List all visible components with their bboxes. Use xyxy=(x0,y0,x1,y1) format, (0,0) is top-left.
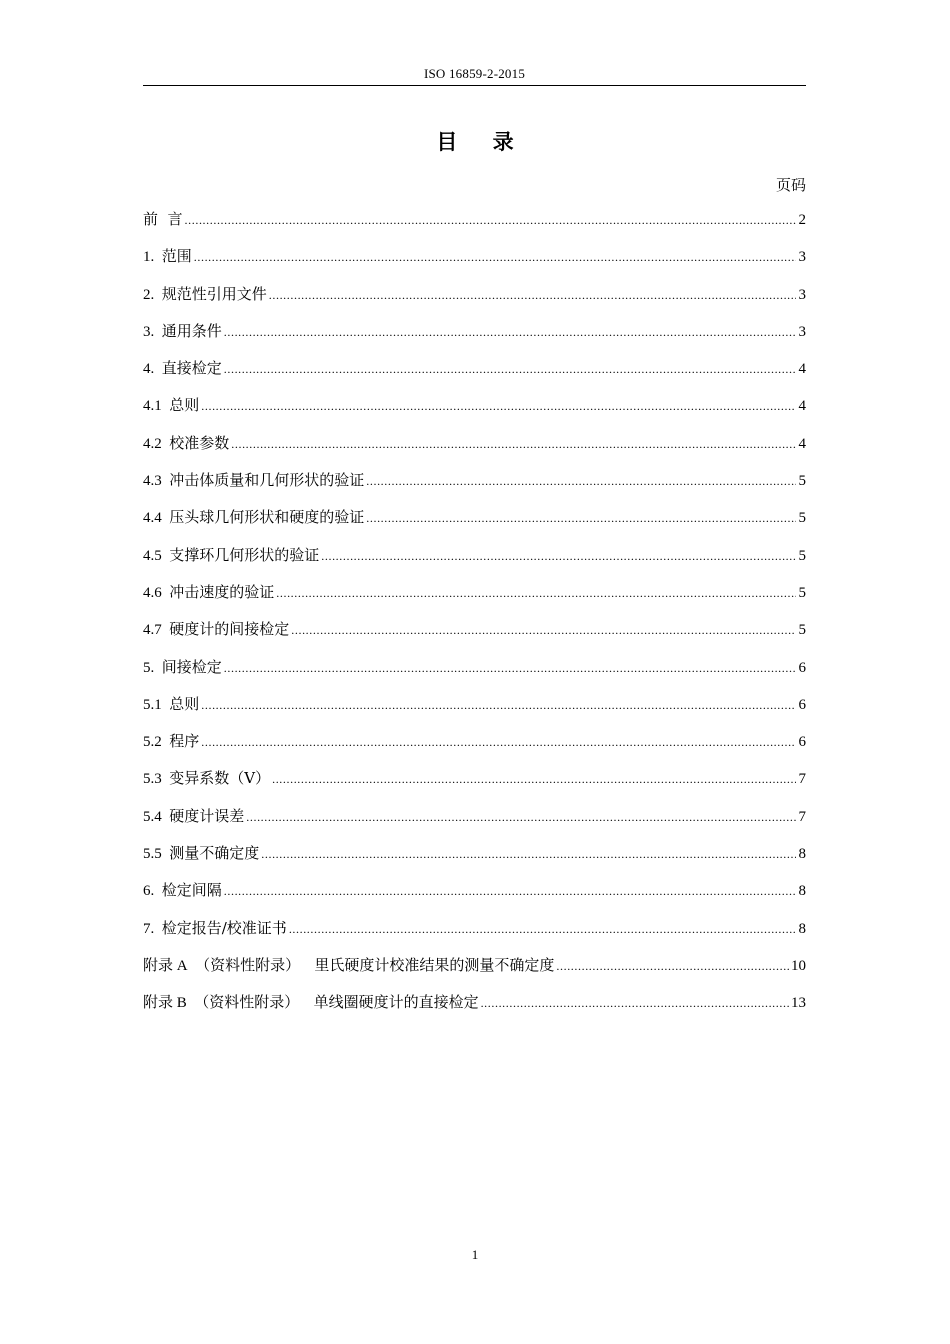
toc-leader-dots xyxy=(185,206,796,234)
toc-leader-dots xyxy=(481,989,789,1017)
toc-entry[interactable] xyxy=(143,802,806,839)
toc-entry-page: 3 xyxy=(798,249,806,266)
toc-entry-page: 6 xyxy=(798,659,806,676)
table-of-contents xyxy=(143,205,806,1026)
toc-entry-number: 附录 A xyxy=(143,957,188,974)
toc-entry[interactable] xyxy=(143,391,806,428)
page-column-label: 页码 xyxy=(775,176,806,194)
toc-entry[interactable] xyxy=(143,466,806,503)
toc-leader-dots xyxy=(289,915,796,943)
toc-entry[interactable] xyxy=(143,354,806,391)
toc-entry-title: 测量不确定度 xyxy=(169,844,260,863)
toc-entry-page: 4 xyxy=(798,361,806,378)
toc-entry-title: 总则 xyxy=(169,396,200,415)
toc-entry-number: 4.7 xyxy=(143,622,162,639)
toc-leader-dots xyxy=(321,542,796,570)
toc-entry[interactable] xyxy=(143,429,806,466)
toc-entry-page: 7 xyxy=(798,771,806,788)
toc-leader-dots xyxy=(269,281,796,309)
toc-entry-number: 附录 B xyxy=(143,995,187,1012)
toc-entry-page: 5 xyxy=(798,510,806,527)
toc-entry[interactable] xyxy=(143,317,806,354)
toc-entry-title: 冲击速度的验证 xyxy=(169,582,275,601)
running-header: ISO 16859-2-2015 xyxy=(423,66,526,81)
toc-entry[interactable] xyxy=(143,764,806,801)
toc-entry-title: 检定报告/校准证书 xyxy=(161,918,287,937)
toc-entry[interactable] xyxy=(143,839,806,876)
toc-entry[interactable] xyxy=(143,205,806,242)
toc-leader-dots xyxy=(556,952,789,980)
toc-leader-dots xyxy=(366,504,796,532)
page-number: 1 xyxy=(471,1247,479,1262)
toc-entry-title: 前 言 xyxy=(143,210,183,228)
toc-entry-page: 5 xyxy=(798,584,806,601)
toc-entry-title: 支撑环几何形状的验证 xyxy=(169,545,320,564)
toc-entry-page: 6 xyxy=(798,734,806,751)
toc-entry-title: 通用条件 xyxy=(161,321,222,340)
toc-entry-page: 3 xyxy=(798,323,806,340)
toc-entry-title: 直接检定 xyxy=(161,359,222,378)
toc-entry-title: 冲击体质量和几何形状的验证 xyxy=(169,471,365,490)
toc-entry-number: 2. xyxy=(143,286,155,303)
toc-leader-dots xyxy=(201,728,796,756)
toc-entry-title: 硬度计误差 xyxy=(169,806,245,825)
toc-entry-number: 4.3 xyxy=(143,473,162,490)
toc-entry-number: 4.4 xyxy=(143,510,162,527)
header-rule xyxy=(143,85,806,86)
toc-entry-page: 6 xyxy=(798,696,806,713)
toc-entry-number: 5.2 xyxy=(143,734,162,751)
toc-entry[interactable] xyxy=(143,914,806,951)
toc-entry-number: 5.5 xyxy=(143,846,162,863)
toc-leader-dots xyxy=(224,318,796,346)
toc-leader-dots xyxy=(194,243,796,271)
toc-entry-page: 5 xyxy=(798,622,806,639)
toc-leader-dots xyxy=(366,467,796,495)
toc-entry-number: 5. xyxy=(143,659,155,676)
toc-entry-page: 4 xyxy=(798,398,806,415)
toc-entry[interactable] xyxy=(143,988,806,1025)
toc-leader-dots xyxy=(201,691,796,719)
toc-entry[interactable] xyxy=(143,280,806,317)
toc-entry-page: 5 xyxy=(798,473,806,490)
toc-entry-number: 4.6 xyxy=(143,584,162,601)
toc-entry-title: 间接检定 xyxy=(161,657,222,676)
toc-entry-title: 压头球几何形状和硬度的验证 xyxy=(169,508,365,527)
toc-entry-number: 5.1 xyxy=(143,696,162,713)
toc-entry-page: 8 xyxy=(798,920,806,937)
toc-leader-dots xyxy=(224,877,796,905)
toc-entry-number: 1. xyxy=(143,249,155,266)
toc-entry-page: 3 xyxy=(798,286,806,303)
toc-entry-title: 检定间隔 xyxy=(161,881,222,900)
toc-entry-number: 4.5 xyxy=(143,547,162,564)
toc-leader-dots xyxy=(291,616,796,644)
toc-entry-number: 4.2 xyxy=(143,435,162,452)
toc-entry-page: 7 xyxy=(798,808,806,825)
toc-entry-title: 总则 xyxy=(169,694,200,713)
toc-entry-number: 7. xyxy=(143,920,155,937)
toc-entry-title: 变异系数（V） xyxy=(169,769,271,788)
toc-leader-dots xyxy=(261,840,796,868)
toc-entry[interactable] xyxy=(143,653,806,690)
toc-entry[interactable] xyxy=(143,541,806,578)
toc-entry-title: 范围 xyxy=(161,247,192,266)
toc-entry[interactable] xyxy=(143,727,806,764)
toc-entry[interactable] xyxy=(143,615,806,652)
toc-entry-number: 6. xyxy=(143,883,155,900)
toc-entry-page: 8 xyxy=(798,883,806,900)
toc-entry[interactable] xyxy=(143,951,806,988)
toc-entry-page: 4 xyxy=(798,435,806,452)
toc-entry[interactable] xyxy=(143,503,806,540)
toc-entry-page: 8 xyxy=(798,846,806,863)
toc-entry-number: 4. xyxy=(143,361,155,378)
toc-entry[interactable] xyxy=(143,242,806,279)
toc-leader-dots xyxy=(246,803,796,831)
toc-entry-number: 5.3 xyxy=(143,771,162,788)
toc-entry-page: 13 xyxy=(791,995,806,1012)
toc-entry-title: 程序 xyxy=(169,732,200,751)
toc-entry-title: 规范性引用文件 xyxy=(161,284,267,303)
toc-entry-title: 校准参数 xyxy=(169,433,230,452)
toc-entry-number: 5.4 xyxy=(143,808,162,825)
toc-leader-dots xyxy=(201,392,796,420)
toc-leader-dots xyxy=(224,355,796,383)
toc-entry[interactable] xyxy=(143,578,806,615)
toc-entry[interactable] xyxy=(143,690,806,727)
toc-leader-dots xyxy=(231,430,796,458)
toc-leader-dots xyxy=(272,765,796,793)
toc-entry-page: 10 xyxy=(791,957,806,974)
toc-entry-number: 4.1 xyxy=(143,398,162,415)
toc-entry-title: （资料性附录） 里氏硬度计校准结果的测量不确定度 xyxy=(195,955,555,974)
toc-entry-title: （资料性附录） 单线圈硬度计的直接检定 xyxy=(194,993,479,1012)
toc-entry-title: 硬度计的间接检定 xyxy=(169,620,290,639)
toc-entry[interactable] xyxy=(143,876,806,913)
toc-leader-dots xyxy=(224,654,796,682)
toc-entry-page: 2 xyxy=(798,212,806,228)
page-title: 目 录 xyxy=(436,129,528,154)
toc-leader-dots xyxy=(276,579,796,607)
toc-entry-number: 3. xyxy=(143,323,155,340)
toc-entry-page: 5 xyxy=(798,547,806,564)
